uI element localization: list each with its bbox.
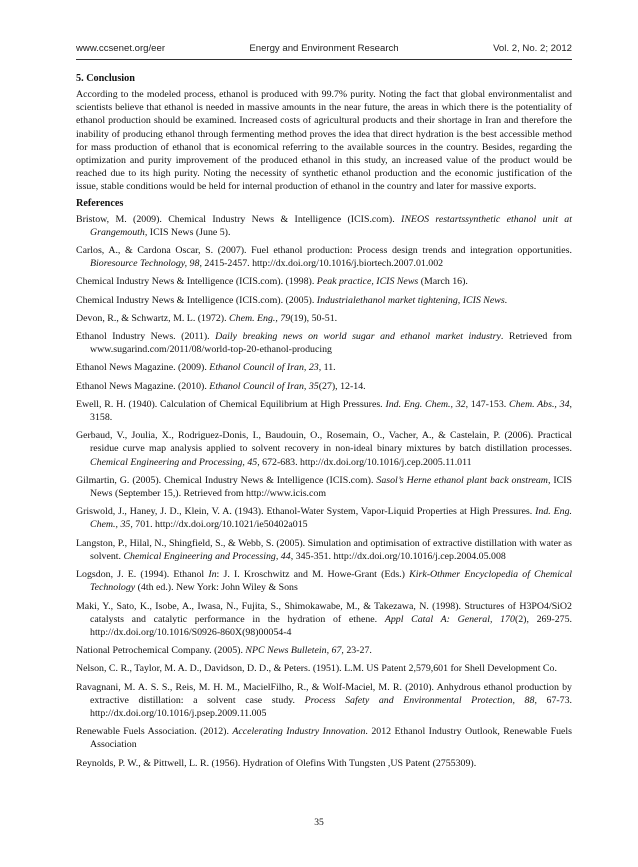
reference-item: Gerbaud, V., Joulia, X., Rodriguez-Donis, I., Baudouin, O., Rosemain, O., Vacher, A., & Castelain, P. (2006). Practical residue curve map analysis applied to solvent recovery in non-ideal binary mixtures by batch distillation processes. Chemical Engineering and Processing, 45, 672-683. http://dx.doi.org/10.1016/j.cep.2005.11.011: [76, 430, 572, 468]
reference-item: Bristow, M. (2009). Chemical Industry News & Intelligence (ICIS.com). INEOS restartssynthetic ethanol unit at Grangemouth, ICIS News (June 5).: [76, 213, 572, 238]
reference-item: Chemical Industry News & Intelligence (ICIS.com). (1998). Peak practice, ICIS News (March 16).: [76, 276, 468, 288]
references-heading: References: [76, 197, 124, 209]
conclusion-heading: 5. Conclusion: [76, 73, 135, 84]
reference-item: Ethanol News Magazine. (2009). Ethanol Council of Iran, 23, 11.: [76, 362, 336, 374]
reference-item: Ravagnani, M. A. S. S., Reis, M. H. M., MacielFilho, R., & Wolf-Maciel, M. R. (2010). Anhydrous ethanol production by extractive distillation: a solvent case study. Process Safety and Environmental Protection, 88, 67-73. http://dx.doi.org/10.1016/j.psep.2009.11.005: [76, 681, 573, 719]
page-number: 35: [314, 817, 324, 828]
header-rule: [76, 59, 572, 60]
journal-url: www.ccsenet.org/eer: [76, 43, 166, 54]
reference-item: Renewable Fuels Association. (2012). Accelerating Industry Innovation. 2012 Ethanol Industry Outlook, Renewable Fuels Association: [76, 726, 572, 751]
reference-item: Ethanol Industry News. (2011). Daily breaking news on world sugar and ethanol market industry. Retrieved from www.sugarind.com/2011/08/world-top-20-ethanol-producing: [76, 331, 572, 356]
reference-item: Ethanol News Magazine. (2010). Ethanol Council of Iran, 35(27), 12-14.: [76, 380, 366, 392]
reference-item: National Petrochemical Company. (2005). NPC News Bulletein, 67, 23-27.: [76, 645, 372, 657]
journal-title: Energy and Environment Research: [249, 43, 399, 54]
running-header: [76, 43, 572, 56]
volume-info: Vol. 2, No. 2; 2012: [493, 43, 572, 54]
conclusion-paragraph: According to the modeled process, ethanol is produced with 99.7% purity. Noting the fact that global environmentalist and scientists believe that ethanol is needed in massive amounts in the near future, the areas in which there is the potentiality of ethanol production should be examined. Increased costs of agricultural products and their shortage in Iran and therefore the inability of producing ethanol through fermenting method proves the idea that direct hydration is the best accessible method for mass production of ethanol that is economical referring to the available sources in the country. Besides, regarding the optimization and purity improvement of the produced ethanol in this study, an increased value of the product would be reached due to its high purity. Noting the necessity of synthetic ethanol production and the economic justification of the issue, stable conditions would be held for internal production of ethanol in the country and later for massive exports.: [76, 89, 572, 193]
reference-item: Griswold, J., Haney, J. D., Klein, V. A. (1943). Ethanol-Water System, Vapor-Liquid Properties at High Pressures. Ind. Eng. Chem., 35, 701. http://dx.doi.org/10.1021/ie50402a015: [76, 506, 572, 531]
reference-list: [76, 213, 572, 770]
reference-item: Ewell, R. H. (1940). Calculation of Chemical Equilibrium at High Pressures. Ind. Eng. Chem., 32, 147-153. Chem. Abs., 34, 3158.: [76, 398, 573, 424]
reference-item: Gilmartin, G. (2005). Chemical Industry News & Intelligence (ICIS.com). Sasol’s Herne ethanol plant back onstream, ICIS News (September 15,). Retrieved from http://www.icis.com: [76, 474, 572, 500]
page-content: [76, 72, 572, 775]
reference-item: Logsdon, J. E. (1994). Ethanol In: J. I. Kroschwitz and M. Howe-Grant (Eds.) Kirk-Othmer Encyclopedia of Chemical Technology (4th ed.). New York: John Wiley & Sons: [76, 569, 572, 594]
reference-item: Devon, R., & Schwartz, M. L. (1972). Chem. Eng., 79(19), 50-51.: [76, 312, 338, 324]
reference-item: Nelson, C. R., Taylor, M. A. D., Davidson, D. D., & Peters. (1951). L.M. US Patent 2,579,601 for Shell Development Co.: [76, 663, 557, 675]
reference-item: Reynolds, P. W., & Pittwell, L. R. (1956). Hydration of Olefins With Tungsten ,US Patent (2755309).: [76, 757, 477, 769]
reference-item: Maki, Y., Sato, K., Isobe, A., Iwasa, N., Fujita, S., Shimokawabe, M., & Takezawa, N. (1998). Structures of H3PO4/SiO2 catalysts and catalytic performance in the hydration of ethene. Appl Catal A: General, 170(2), 269-275. http://dx.doi.org/10.1016/S0926-860X(98)00054-4: [76, 600, 572, 638]
reference-item: Carlos, A., & Cardona Oscar, S. (2007). Fuel ethanol production: Process design trends and integration opportunities. Bioresource Technology, 98, 2415-2457. http://dx.doi.org/10.1016/j.biortech.2007.01.002: [76, 245, 572, 270]
reference-item: Chemical Industry News & Intelligence (ICIS.com). (2005). Industrialethanol market tightening, ICIS News.: [76, 294, 508, 306]
reference-item: Langston, P., Hilal, N., Shingfield, S., & Webb, S. (2005). Simulation and optimisation of extractive distillation with water as solvent. Chemical Engineering and Processing, 44, 345-351. http://dx.doi.org/10.1016/j.cep.2004.05.008: [76, 537, 572, 562]
